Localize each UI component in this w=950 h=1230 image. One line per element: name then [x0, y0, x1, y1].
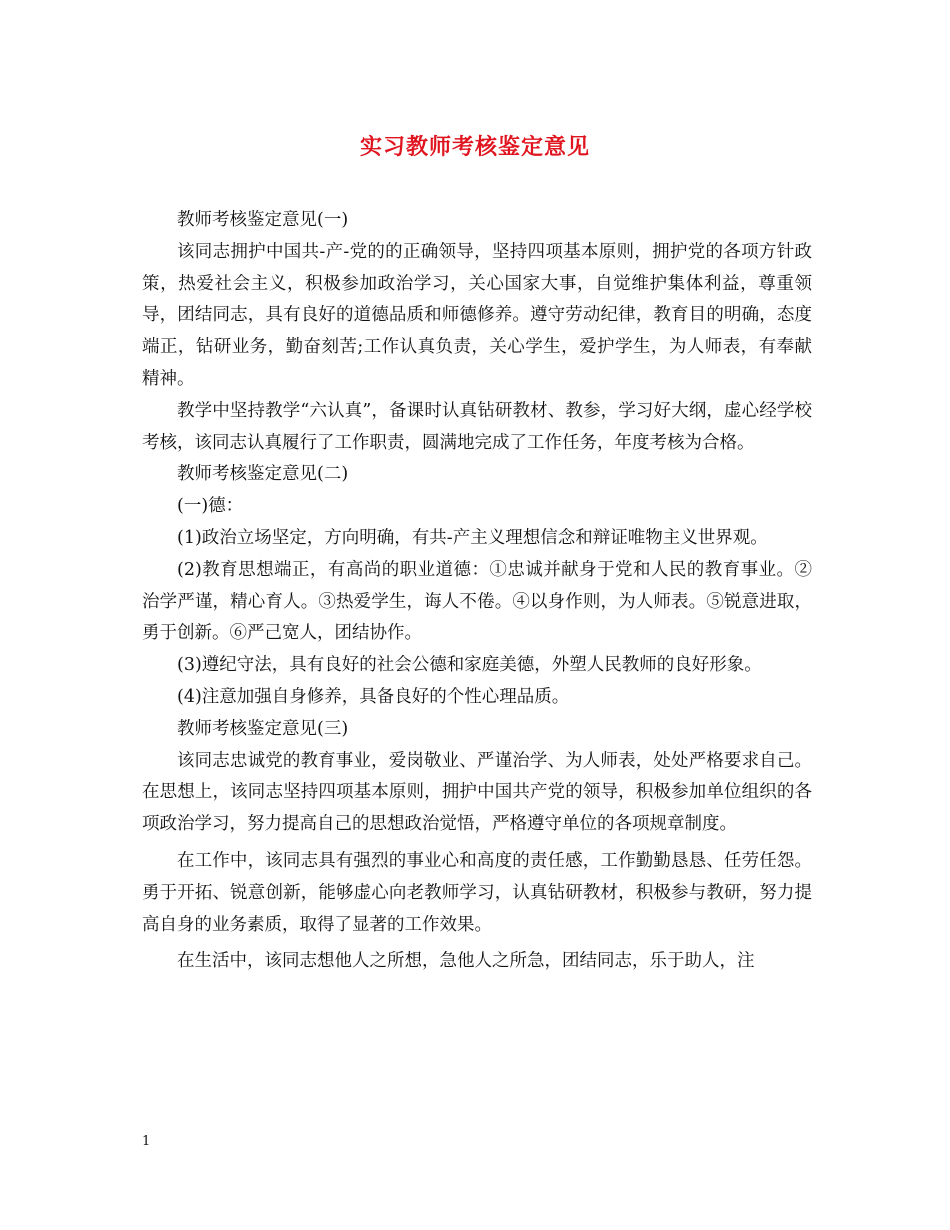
list-item: (4)注意加强自身修养，具备良好的个性心理品质。	[177, 686, 570, 707]
list-item: (1)政治立场坚定，方向明确，有共-产主义理想信念和辩证唯物主义世界观。	[177, 527, 768, 548]
list-item: (2)教育思想端正，有高尚的职业道德：①忠诚并献身于党和人民的教育事业。②治学严谨，精心育人。③热爱学生，诲人不倦。④以身作则，为人师表。⑤锐意进取，勇于创新。⑥严己宽人，团结协作。	[142, 559, 812, 644]
document-body	[142, 205, 812, 978]
subheading-de: (一)德：	[177, 496, 244, 517]
page-number: 1	[142, 1134, 151, 1149]
section-heading-2: 教师考核鉴定意见(二)	[177, 464, 349, 485]
paragraph: 教学中坚持教学“六认真”，备课时认真钻研教材、教参，学习好大纲，虚心经学校考核，该同志认真履行了工作职责，圆满地完成了工作任务，年度考核为合格。	[142, 400, 812, 453]
paragraph: 该同志忠诚党的教育事业，爱岗敬业、严谨治学、为人师表，处处严格要求自己。在思想上，该同志坚持四项基本原则，拥护中国共产党的领导，积极参加单位组织的各项政治学习，努力提高自己的思想政治觉悟，严格遵守单位的各项规章制度。	[142, 750, 812, 835]
paragraph: 该同志拥护中国共-产-党的的正确领导，坚持四项基本原则，拥护党的各项方针政策，热爱社会主义，积极参加政治学习，关心国家大事，自觉维护集体利益，尊重领导，团结同志，具有良好的道德品质和师德修养。遵守劳动纪律，教育目的明确，态度端正，钻研业务，勤奋刻苦;工作认真负责，关心学生，爱护学生，为人师表，有奉献精神。	[142, 241, 812, 389]
section-heading-3: 教师考核鉴定意见(三)	[177, 718, 349, 739]
list-item: (3)遵纪守法，具有良好的社会公德和家庭美德，外塑人民教师的良好形象。	[177, 655, 762, 676]
paragraph: 在生活中，该同志想他人之所想，急他人之所急，团结同志，乐于助人，注	[177, 951, 755, 972]
paragraph: 在工作中，该同志具有强烈的事业心和高度的责任感，工作勤勤恳恳、任劳任怨。勇于开拓、锐意创新，能够虚心向老教师学习，认真钻研教材，积极参与教研，努力提高自身的业务素质，取得了显著的工作效果。	[142, 850, 812, 935]
section-heading-1: 教师考核鉴定意见(一)	[177, 210, 349, 230]
document-title: 实习教师考核鉴定意见	[359, 134, 590, 160]
